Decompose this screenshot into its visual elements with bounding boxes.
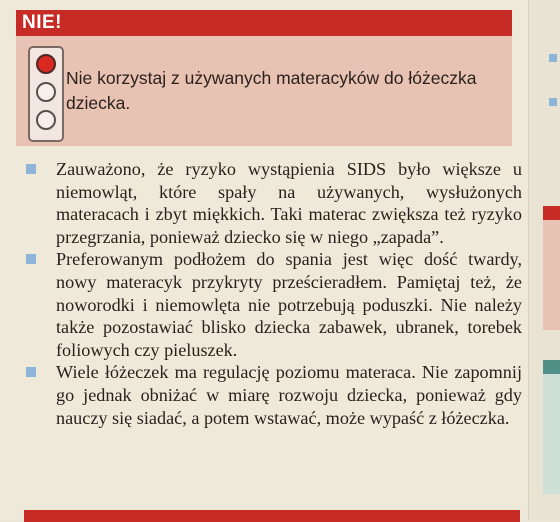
red-tab xyxy=(543,206,560,220)
adjacent-column xyxy=(528,0,560,520)
bullet-item xyxy=(22,158,522,248)
warning-title: NIE! xyxy=(22,12,62,33)
bullet-text: Zauważono, że ryzyko wystąpienia SIDS było większe u niemowląt, które spały na używanych, wysłużonych materacach i zbyt miękkich. Taki materac zwiększa też ryzyko przegrzania, ponieważ dziecko się w niego „zapada”. xyxy=(56,159,522,247)
bullet-square-icon xyxy=(26,164,36,174)
bullet-square-icon xyxy=(26,367,36,377)
teal-box xyxy=(543,374,560,494)
bullet-list xyxy=(22,158,522,429)
pink-box xyxy=(543,220,560,330)
bottom-red-bar xyxy=(24,510,520,522)
bullet-square-icon xyxy=(549,98,557,106)
off-light-icon xyxy=(36,82,56,102)
traffic-light-icon xyxy=(28,46,64,142)
red-light-icon xyxy=(36,54,56,74)
bullet-text: Preferowanym podłożem do spania jest więc dość twardy, nowy materacyk przykryty prześcieradłem. Pamiętaj też, że noworodki i niemowlęta nie potrzebują poduszki. Nie należy także pozostawiać blisko dziecka zabawek, ubranek, torebek foliowych czy pieluszek. xyxy=(56,249,522,360)
warning-text: Nie korzystaj z używanych materacyków do łóżeczka dziecka. xyxy=(66,68,477,113)
off-light-icon xyxy=(36,110,56,130)
bullet-text: Wiele łóżeczek ma regulację poziomu materaca. Nie zapomnij go jednak obniżać w miarę rozwoju dziecka, ponieważ gdy nauczy się siadać, a potem wstawać, może wypaść z łóżeczka. xyxy=(56,362,522,428)
teal-tab xyxy=(543,360,560,374)
warning-header xyxy=(16,10,512,36)
bullet-square-icon xyxy=(549,54,557,62)
bullet-item xyxy=(22,248,522,361)
warning-box xyxy=(16,10,512,146)
bullet-item xyxy=(22,361,522,429)
bullet-square-icon xyxy=(26,254,36,264)
